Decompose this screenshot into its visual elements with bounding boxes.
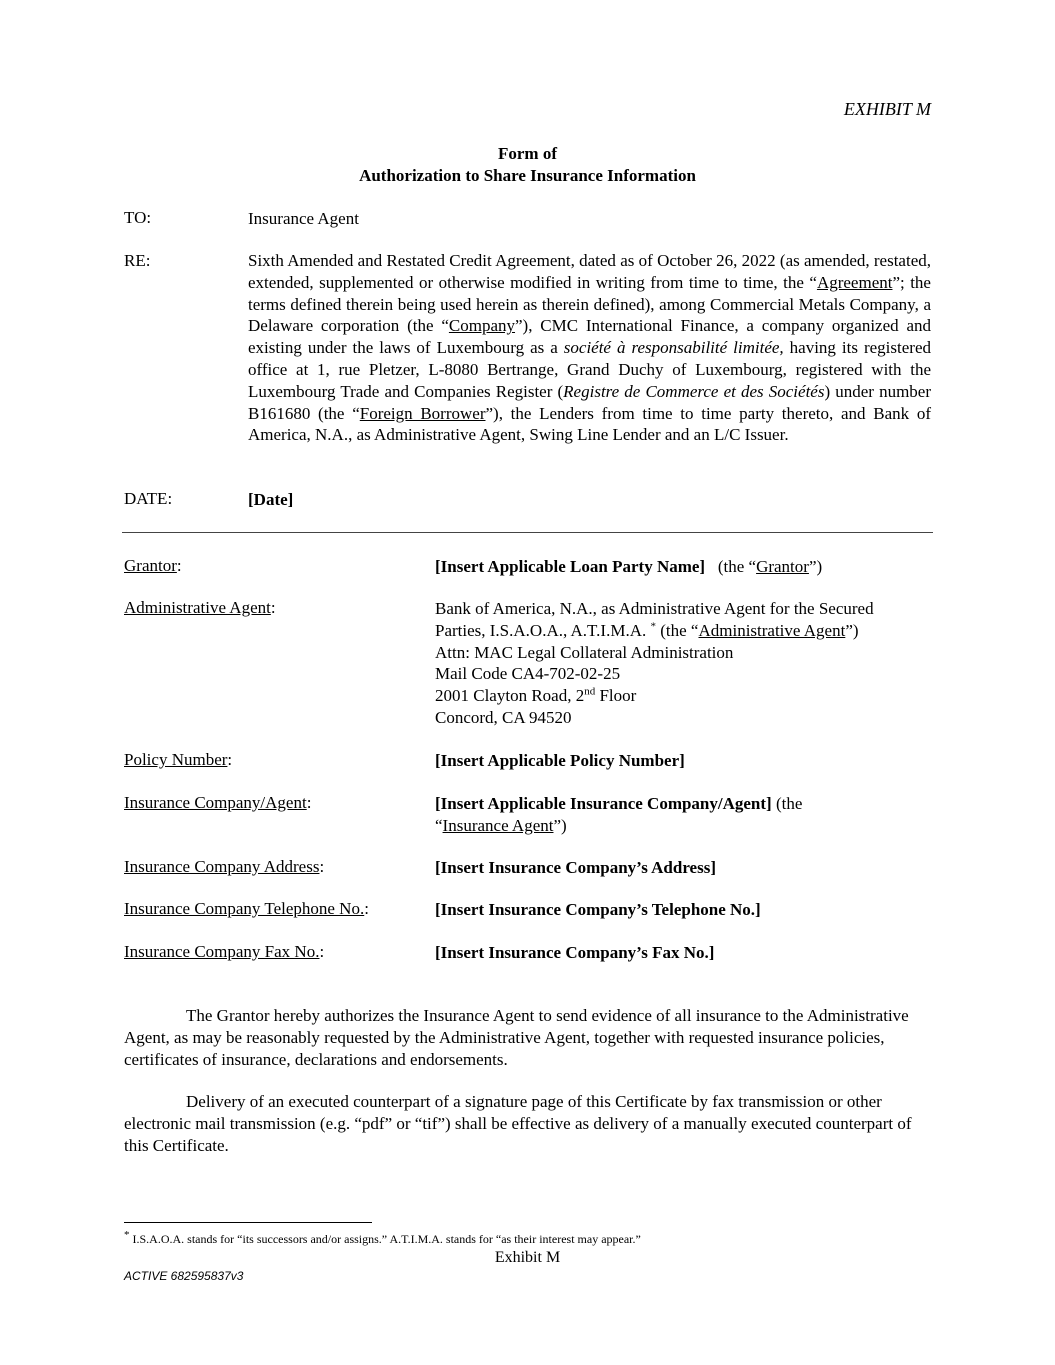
registre-term: Registre de Commerce et des Sociétés [563, 381, 825, 401]
re-value: Sixth Amended and Restated Credit Agreement, dated as of October 26, 2022 (as amended, restated, extended, supplemented or otherwise modified in writing from time to time, the “Agreement”; the terms defined therein being used herein as therein defined), among Commercial Metals Company, a Delaware corporation (the “Company”), CMC International Finance, a company organized and existing under the laws of Luxembourg as a société à responsabilité limitée, having its registered office at 1, rue Pletzer, L-8080 Bertrange, Grand Duchy of Luxembourg, registered with the Luxembourg Trade and Companies Register (Registre de Commerce et des Sociétés) under number B161680 (the “Foreign Borrower”), the Lenders from time to time party thereto, and Bank of America, N.A., as Administrative Agent, Swing Line Lender and an L/C Issuer. [248, 251, 931, 445]
document-title-line-2: Authorization to Share Insurance Information [359, 166, 696, 185]
footnote-reference: * [650, 620, 656, 633]
agreement-term: Agreement [816, 272, 893, 292]
date-label: DATE: [124, 489, 173, 508]
footer-page-label: Exhibit M [494, 1249, 561, 1266]
document-title-line-1: Form of [497, 144, 557, 163]
insurance-company-agent-value: [Insert Applicable Insurance Company/Agent] (the “Insurance Agent”) [435, 794, 803, 835]
foreign-borrower-term: Foreign Borrower [359, 403, 486, 423]
footnote: * I.S.A.O.A. stands for “its successors and/or assigns.” A.T.I.M.A. stands for “as their interest may appear.” [124, 1229, 641, 1246]
insurance-company-fax-value: [Insert Insurance Company’s Fax No.] [435, 943, 715, 962]
document-id: ACTIVE 682595837v3 [124, 1269, 244, 1283]
to-label: TO: [124, 208, 152, 227]
insurance-company-fax-label: Insurance Company Fax No.: [124, 942, 325, 961]
date-value: [Date] [248, 490, 294, 509]
administrative-agent-value: Bank of America, N.A., as Administrative Agent for the Secured Parties, I.S.A.O.A., A.T.I.M.A. * (the “Administrative Agent”) Attn: MAC Legal Collateral Administration Mail Code CA4-702-02-25 2001 Clayton Road, 2nd Floor Concord, CA 94520 [435, 599, 874, 727]
sarl-term: société à responsabilité limitée, [563, 338, 784, 358]
grantor-label: Grantor: [124, 556, 182, 575]
administrative-agent-label: Administrative Agent: [124, 598, 276, 617]
authorization-paragraph: The Grantor hereby authorizes the Insurance Agent to send evidence of all insurance to the Administrative Agent, as may be reasonably requested by the Administrative Agent, together with requested insurance policies, certificates of insurance, declarations and endorsements. [124, 1006, 909, 1069]
grantor-value: [Insert Applicable Loan Party Name] (the “Grantor”) [435, 557, 823, 576]
delivery-paragraph: Delivery of an executed counterpart of a signature page of this Certificate by fax transmission or other electronic mail transmission (e.g. “pdf” or “tif”) shall be effective as delivery of a manually executed counterpart of this Certificate. [124, 1092, 912, 1155]
company-term: Company [448, 316, 516, 336]
policy-number-value: [Insert Applicable Policy Number] [435, 751, 685, 770]
footnote-divider [124, 1222, 372, 1223]
insurance-company-agent-label: Insurance Company/Agent: [124, 793, 312, 812]
insurance-company-telephone-label: Insurance Company Telephone No.: [124, 899, 369, 918]
re-label: RE: [124, 251, 151, 270]
section-divider [122, 532, 933, 533]
insurance-company-address-label: Insurance Company Address: [124, 857, 325, 876]
policy-number-label: Policy Number: [124, 750, 233, 769]
exhibit-label: EXHIBIT M [843, 99, 931, 119]
to-value: Insurance Agent [248, 209, 359, 228]
insurance-company-address-value: [Insert Insurance Company’s Address] [435, 858, 716, 877]
insurance-company-telephone-value: [Insert Insurance Company’s Telephone No.] [435, 900, 761, 919]
